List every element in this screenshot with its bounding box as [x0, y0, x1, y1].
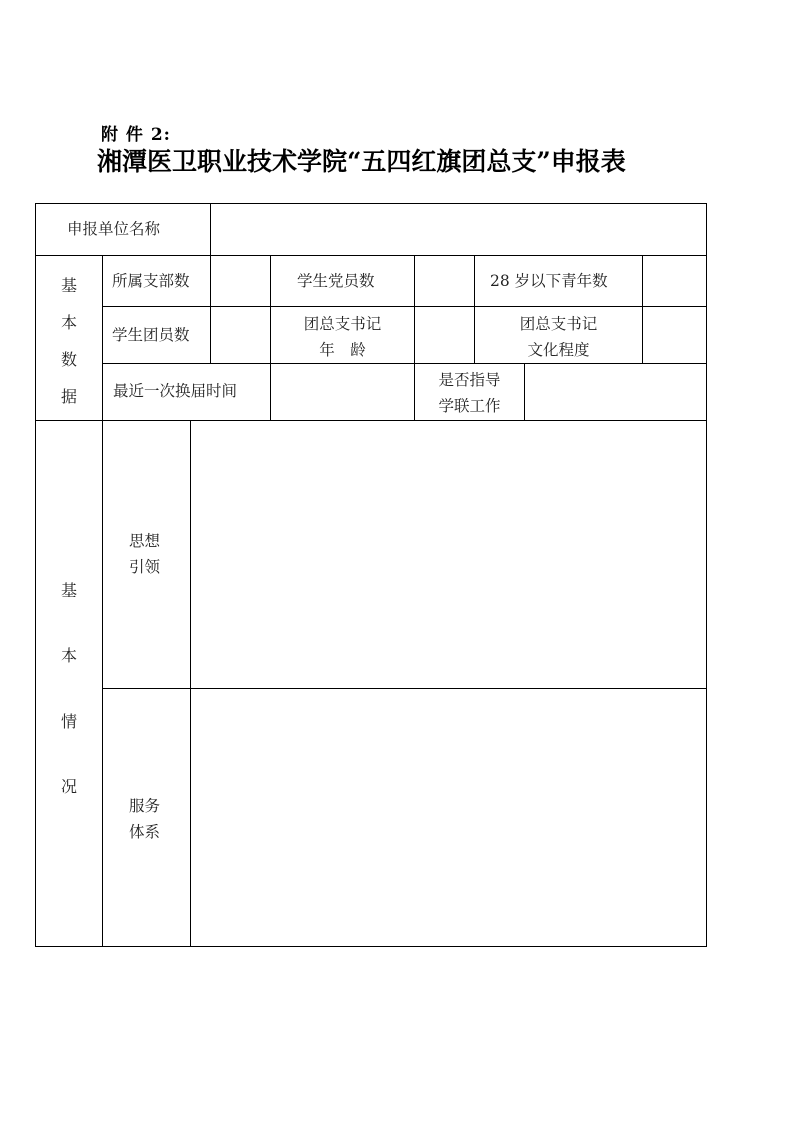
guide-union-input-cell[interactable] [524, 363, 707, 421]
service-label-line1: 服务 [129, 797, 161, 815]
youth-count-input-cell[interactable] [642, 255, 707, 307]
secretary-edu-label-line1: 团总支书记 [519, 315, 598, 333]
basic-situation-char-1: 基 [60, 581, 77, 600]
secretary-age-input-cell[interactable] [414, 306, 475, 364]
basic-situation-char-3: 情 [60, 712, 77, 731]
basic-data-char-4: 据 [60, 387, 77, 406]
guide-union-label-line1: 是否指导 [438, 371, 501, 389]
last-election-label: 最近一次换届时间 [113, 382, 238, 400]
secretary-edu-input-cell[interactable] [642, 306, 707, 364]
secretary-age-label-line1: 团总支书记 [303, 315, 382, 333]
service-label-cell [102, 688, 191, 947]
party-members-input-cell[interactable] [414, 255, 475, 307]
ideology-label-cell [102, 420, 191, 689]
branch-count-input-cell[interactable] [210, 255, 271, 307]
page-title: 湘潭医卫职业技术学院“五四红旗团总支”申报表 [97, 147, 626, 176]
service-input-cell[interactable] [190, 688, 707, 947]
secretary-age-label-line2: 年 龄 [319, 341, 366, 359]
guide-union-label-line2: 学联工作 [438, 397, 501, 415]
league-members-label: 学生团员数 [112, 326, 190, 344]
attachment-label: 附 件 2: [101, 125, 171, 145]
league-members-input-cell[interactable] [210, 306, 271, 364]
last-election-input-cell[interactable] [270, 363, 415, 421]
ideology-label-line1: 思想 [129, 532, 161, 550]
service-label-line2: 体系 [129, 823, 161, 841]
basic-situation-char-4: 况 [60, 777, 77, 796]
basic-data-char-3: 数 [60, 350, 77, 369]
basic-data-char-2: 本 [60, 313, 77, 332]
party-members-label: 学生党员数 [297, 272, 375, 290]
branch-count-label: 所属支部数 [112, 272, 190, 290]
ideology-label-line2: 引领 [129, 558, 161, 576]
ideology-input-cell[interactable] [190, 420, 707, 689]
secretary-edu-label-line2: 文化程度 [527, 341, 590, 359]
basic-data-char-1: 基 [60, 276, 77, 295]
unit-name-label: 申报单位名称 [67, 220, 161, 238]
basic-situation-label-cell [35, 420, 103, 947]
unit-name-input-cell[interactable] [210, 203, 707, 256]
basic-situation-char-2: 本 [60, 646, 77, 665]
youth-count-label: 28 岁以下青年数 [490, 272, 608, 290]
